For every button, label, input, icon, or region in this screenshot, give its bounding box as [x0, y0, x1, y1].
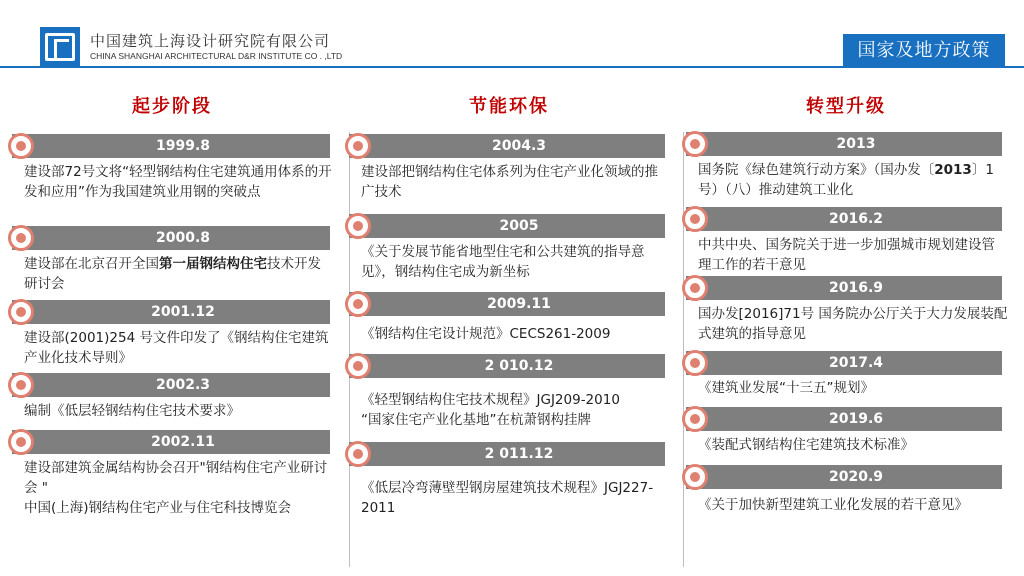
year-bar: 2009.11 [349, 292, 665, 316]
year-bar: 2000.8 [12, 226, 330, 250]
entry-text: 建设部72号文将“轻型钢结构住宅建筑通用体系的开发和应用”作为我国建筑业用钢的突破点 [24, 164, 332, 200]
entry-text: 《轻型钢结构住宅技术规程》JGJ209-2010 [361, 392, 620, 408]
timeline-dot-icon [345, 441, 371, 467]
header [0, 0, 1024, 80]
year-bar: 2017.4 [686, 351, 1002, 375]
entry-text: 中国(上海)钢结构住宅产业与住宅科技博览会 [24, 500, 292, 516]
year-bar: 1999.8 [12, 134, 330, 158]
timeline-dot-icon [8, 133, 34, 159]
year-bar: 2005 [349, 214, 665, 238]
entry-text: 建设部把钢结构住宅体系列为住宅产业化领域的推广技术 [361, 164, 658, 200]
timeline-dot-icon [682, 131, 708, 157]
year-bar: 2002.11 [12, 430, 330, 454]
entry-text: 中共中央、国务院关于进一步加强城市规划建设管理工作的若干意见 [698, 237, 995, 273]
entry-text: 国办发[2016]71号 国务院办公厅关于大力发展装配式建筑的指导意见 [698, 306, 1008, 342]
entry-text: 《建筑业发展“十三五”规划》 [698, 380, 874, 396]
column-title: 节能环保 [469, 96, 549, 117]
timeline-dot-icon [345, 291, 371, 317]
entry-text: 《关于发展节能省地型住宅和公共建筑的指导意见》，钢结构住宅成为新坐标 [361, 244, 645, 280]
timeline-dot-icon [8, 225, 34, 251]
column-divider [349, 132, 350, 567]
entry-text: 《装配式钢结构住宅建筑技术标准》 [698, 437, 914, 453]
timeline-dot-icon [345, 353, 371, 379]
entry-text: “国家住宅产业化基地”在杭萧钢构挂牌 [361, 412, 591, 428]
timeline-dot-icon [345, 213, 371, 239]
year-bar: 2020.9 [686, 465, 1002, 489]
column-title: 起步阶段 [132, 96, 212, 117]
year-bar: 2013 [686, 132, 1002, 156]
entry-text: 《关于加快新型建筑工业化发展的若干意见》 [698, 497, 968, 513]
year-bar: 2002.3 [12, 373, 330, 397]
section-tag: 国家及地方政策 [843, 34, 1005, 67]
timeline-dot-icon [682, 464, 708, 490]
year-bar: 2001.12 [12, 300, 330, 324]
entry-text: 编制《低层轻钢结构住宅技术要求》 [24, 403, 240, 419]
entry-text: 《钢结构住宅设计规范》CECS261-2009 [361, 326, 611, 342]
company-name-en: CHINA SHANGHAI ARCHITECTURAL D&R INSTITUTE CO . ,LTD [90, 51, 343, 61]
entry-text: 建设部建筑金属结构协会召开"钢结构住宅产业研讨会 " [24, 460, 328, 496]
entry-text: 《低层冷弯薄壁型钢房屋建筑技术规程》JGJ227-2011 [361, 480, 654, 516]
column-title: 转型升级 [806, 96, 886, 117]
timeline-dot-icon [682, 206, 708, 232]
timeline-dot-icon [682, 406, 708, 432]
year-bar: 2016.2 [686, 207, 1002, 231]
company-name-cn: 中国建筑上海设计研究院有限公司 [90, 32, 331, 50]
year-bar: 2004.3 [349, 134, 665, 158]
year-bar: 2019.6 [686, 407, 1002, 431]
timeline-dot-icon [682, 275, 708, 301]
entry-text: 国务院《绿色建筑行动方案》（国办发〔2013〕1 号）（八）推动建筑工业化 [698, 162, 994, 198]
year-bar: 2016.9 [686, 276, 1002, 300]
timeline-dot-icon [8, 429, 34, 455]
timeline-dot-icon [8, 372, 34, 398]
timeline-dot-icon [345, 133, 371, 159]
year-bar: 2 011.12 [349, 442, 665, 466]
entry-text: 建设部在北京召开全国第一届钢结构住宅技术开发研讨会 [24, 256, 321, 292]
cscec-logo-icon [40, 27, 80, 67]
year-bar: 2 010.12 [349, 354, 665, 378]
column-divider [683, 132, 684, 567]
timeline-dot-icon [8, 299, 34, 325]
timeline-dot-icon [682, 350, 708, 376]
entry-text: 建设部(2001)254 号文件印发了《钢结构住宅建筑产业化技术导则》 [24, 330, 329, 366]
